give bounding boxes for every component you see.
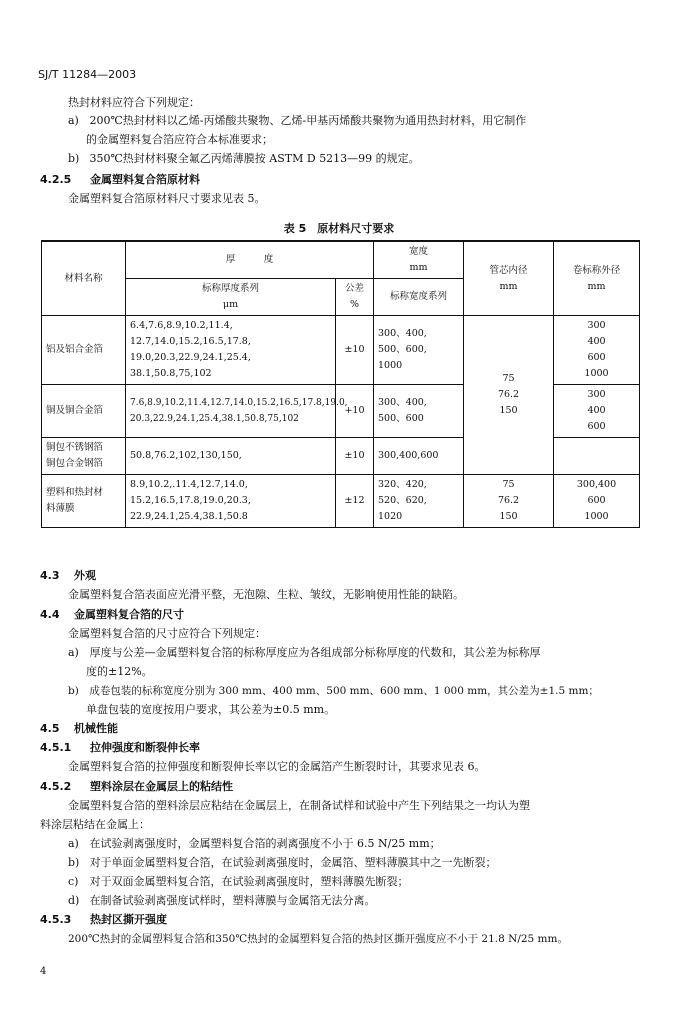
section-number: 4.3 (40, 569, 60, 582)
s44-item-a-cont: 度的±12%。 (86, 665, 153, 678)
section-number: 4.2.5 (40, 173, 72, 186)
heading-4-5-3 (40, 913, 167, 927)
cell-thickness (126, 316, 336, 385)
s452-item-b (68, 856, 497, 870)
page-number: 4 (40, 966, 47, 977)
cell-thickness (126, 385, 348, 438)
cell-line: 520、620, (378, 495, 427, 506)
cell-line: 塑料和热封材 (46, 487, 104, 498)
cell-tolerance: ±10 (336, 438, 374, 475)
cell-material: 铜及铜合金箔 (42, 385, 126, 438)
heading-4-3 (40, 569, 96, 583)
cell-line: 400 (587, 336, 606, 347)
s44-item-b-cont: 单盘包装的宽度按用户要求，其公差为±0.5 mm。 (86, 703, 336, 716)
list-mark: a) (68, 837, 79, 850)
header-roll-diameter (554, 241, 640, 316)
section-number: 4.4 (40, 608, 60, 621)
s44-item-b (68, 684, 599, 698)
cell-line: 600 (587, 495, 606, 506)
header-width (374, 241, 464, 279)
cell-line: 1000 (378, 360, 403, 371)
cell-width (374, 316, 464, 385)
cell-line: 500、600 (378, 413, 424, 424)
s451-text: 金属塑料复合箔的拉伸强度和断裂伸长率以它的金属箔产生断裂时计，其要求见表 6。 (68, 760, 486, 773)
intro-item-b (68, 152, 420, 166)
cell-line: 600 (587, 352, 606, 363)
s452-item-c-text: 对于双面金属塑料复合箔，在试验剥离强度时，塑料薄膜先断裂； (89, 875, 409, 888)
header-tolerance-label: 公差 (345, 283, 365, 294)
cell-line: 150 (499, 511, 518, 522)
cell-line: 1000 (584, 368, 609, 379)
cell-line: 6.4,7.6,8.9,10.2,11.4, (130, 320, 233, 331)
cell-width (374, 475, 464, 528)
cell-roll (554, 316, 640, 385)
cell-line: 75 (502, 479, 515, 490)
standard-code: SJ/T 11284—2003 (38, 68, 137, 81)
cell-line: 75 (502, 373, 515, 384)
section-title: 金属塑料复合箔的尺寸 (74, 608, 184, 621)
intro-item-a-text: 200℃热封材料以乙烯-丙烯酸共聚物、乙烯-甲基丙烯酸共聚物为通用热封材料，用它制作 (89, 114, 527, 127)
header-tolerance (336, 279, 374, 316)
header-core-unit: mm (499, 280, 518, 292)
cell-line: 22.9,24.1,25.4,38.1,50.8 (130, 511, 248, 522)
s453-text: 200℃热封的金属塑料复合箔和350℃热封的金属塑料复合箔的热封区撕开强度应不小于 21.8 N/25 mm。 (68, 933, 568, 945)
header-width-label: 宽度 (409, 246, 429, 257)
intro-lead: 热封材料应符合下列规定： (68, 96, 200, 109)
s452-item-c (68, 875, 409, 889)
cell-line: 300 (587, 320, 606, 331)
cell-line: 300、400, (378, 397, 427, 408)
header-roll-unit: mm (587, 280, 606, 292)
cell-width (374, 385, 464, 438)
s44-lead: 金属塑料复合箔的尺寸应符合下列规定： (68, 627, 266, 640)
cell-material (42, 475, 126, 528)
list-mark: a) (68, 646, 79, 659)
cell-line: 1020 (378, 511, 403, 522)
cell-width: 300,400,600 (374, 438, 464, 475)
s452-item-b-text: 对于单面金属塑料复合箔，在试验剥离强度时，金属箔、塑料薄膜其中之一先断裂； (89, 856, 497, 869)
section-title: 金属塑料复合箔原材料 (90, 173, 200, 186)
list-mark: c) (68, 875, 79, 888)
intro-item-a (68, 114, 526, 128)
list-mark: b) (68, 152, 80, 165)
section-title: 拉伸强度和断裂伸长率 (90, 741, 200, 754)
cell-tolerance: ±10 (336, 316, 374, 385)
heading-4-5 (40, 722, 118, 736)
s44-item-a-text: 厚度与公差—金属塑料复合箔的标称厚度应为各组成部分标称厚度的代数和，其公差为标称厚 (89, 646, 541, 659)
cell-thickness (126, 475, 336, 528)
s425-text: 金属塑料复合箔原材料尺寸要求见表 5。 (68, 192, 266, 205)
header-roll-label: 卷标称外径 (572, 264, 621, 276)
section-number: 4.5.1 (40, 741, 72, 754)
intro-item-b-text: 350℃热封材料聚全氟乙丙烯薄膜按 ASTM D 5213—99 的规定。 (89, 152, 420, 165)
cell-core-shared (464, 316, 554, 475)
s452-item-d (68, 894, 376, 908)
cell-roll (554, 385, 640, 438)
heading-4-5-1 (40, 741, 200, 755)
cell-line: 料薄膜 (46, 503, 75, 514)
cell-line: 20.3,22.9,24.1,25.4,38.1,50.8,75,102 (130, 414, 299, 424)
cell-core (464, 475, 554, 528)
section-number: 4.5.2 (40, 780, 72, 793)
cell-line: 300、400, (378, 328, 427, 339)
s452-text-cont: 料涂层粘结在金属上： (40, 818, 150, 831)
header-core-label: 管芯内径 (489, 264, 528, 276)
cell-line: 320、420, (378, 479, 427, 490)
list-mark: b) (68, 685, 79, 697)
header-material: 材料名称 (42, 241, 126, 316)
cell-line: 8.9,10.2,.11.4,12.7,14.0, (130, 479, 248, 490)
section-title: 外观 (74, 569, 96, 582)
cell-tolerance: +10 (336, 385, 374, 438)
s452-item-a (68, 837, 441, 851)
cell-line: 15.2,16.5,17.8,19.0,20.3, (130, 495, 251, 506)
s43-text: 金属塑料复合箔表面应光滑平整，无泡隙、生粒、皱纹，无影响使用性能的缺陷。 (68, 588, 464, 601)
cell-line: 500、600, (378, 344, 427, 355)
section-title: 塑料涂层在金属层上的粘结性 (90, 780, 233, 793)
table-row (42, 475, 640, 528)
table-5 (41, 240, 640, 528)
heading-4-2-5 (40, 173, 200, 187)
s452-item-d-text: 在制备试验剥离强度试样时，塑料薄膜与金属箔无法分离。 (89, 894, 376, 907)
cell-line: 400 (587, 405, 606, 416)
section-title: 机械性能 (74, 722, 118, 735)
header-tolerance-unit: % (349, 299, 360, 310)
list-mark: a) (68, 114, 79, 127)
cell-line: 150 (499, 405, 518, 416)
heading-4-5-2 (40, 780, 233, 794)
cell-line: 19.0,20.3,22.9,24.1,25.4, (130, 352, 251, 363)
s452-text: 金属塑料复合箔的塑料涂层应粘结在金属层上，在制备试样和试验中产生下列结果之一均认为塑 (68, 799, 530, 812)
section-title: 热封区撕开强度 (90, 913, 167, 926)
heading-4-4 (40, 608, 184, 622)
list-mark: d) (68, 894, 80, 907)
cell-line: 300,400 (576, 479, 617, 490)
cell-roll-empty (554, 438, 640, 475)
table-title: 表 5 原材料尺寸要求 (283, 222, 395, 235)
cell-thickness: 50.8,76.2,102,130,150, (126, 438, 336, 475)
section-number: 4.5 (40, 722, 60, 735)
header-thickness: 厚 度 (126, 241, 374, 279)
cell-line: 7.6,8.9,10.2,11.4,12.7,14.0,15.2,16.5,17.8,19.0, (130, 398, 348, 408)
intro-item-a-cont: 的金属塑料复合箔应符合本标准要求； (86, 133, 273, 146)
cell-material: 铝及铝合金箔 (42, 316, 126, 385)
s44-item-a (68, 646, 541, 660)
header-nominal-thickness (126, 279, 336, 316)
cell-line: 12.7,14.0,15.2,16.5,17.8, (130, 336, 251, 347)
s452-item-a-text: 在试验剥离强度时，金属塑料复合箔的剥离强度不小于 6.5 N/25 mm； (89, 837, 441, 850)
cell-tolerance: ±12 (336, 475, 374, 528)
cell-line: 300 (587, 389, 606, 400)
cell-line: 76.2 (497, 389, 520, 400)
cell-line: 铜包合金钢箔 (46, 458, 104, 469)
header-core-diameter (464, 241, 554, 316)
cell-line: 38.1,50.8,75,102 (130, 368, 212, 379)
cell-line: 600 (587, 421, 606, 432)
cell-line: 76.2 (497, 495, 520, 506)
cell-line: 铜包不锈钢箔 (46, 442, 104, 453)
header-nominal-unit: μm (222, 299, 239, 310)
table-row (42, 316, 640, 385)
cell-line: 1000 (584, 511, 609, 522)
header-width-series: 标称宽度系列 (374, 279, 464, 316)
cell-material (42, 438, 126, 475)
header-nominal-label: 标称厚度系列 (201, 283, 259, 294)
section-number: 4.5.3 (40, 913, 72, 926)
list-mark: b) (68, 856, 80, 869)
cell-roll (554, 475, 640, 528)
s44-item-b-text: 成卷包装的标称宽度分别为 300 mm、400 mm、500 mm、600 mm、1 000 mm，其公差为±1.5 mm； (89, 685, 599, 697)
header-width-unit: mm (409, 262, 428, 273)
